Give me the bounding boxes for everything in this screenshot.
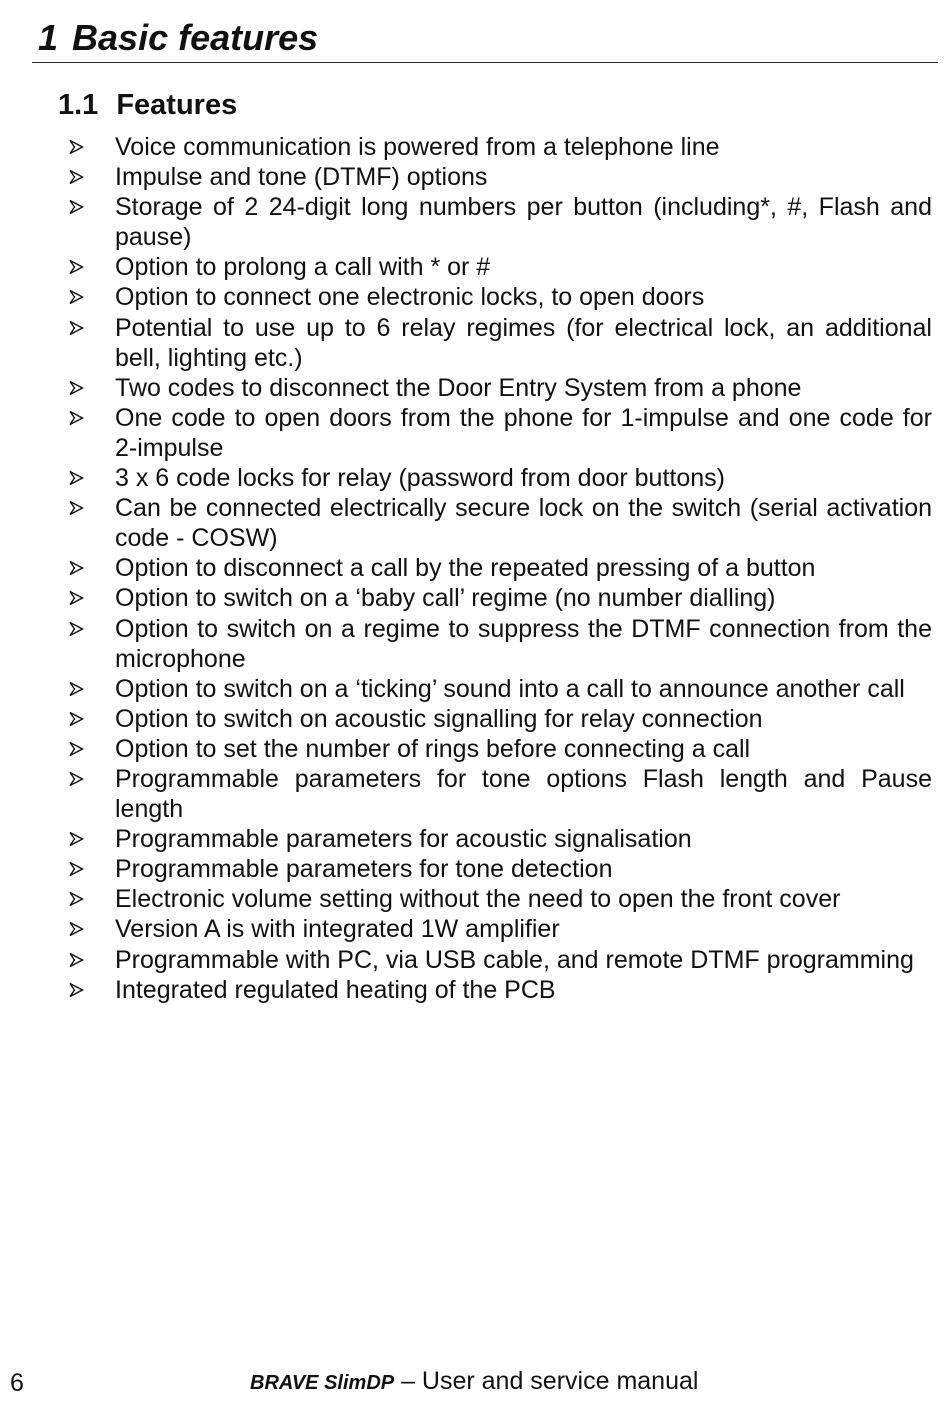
feature-item xyxy=(68,583,932,613)
feature-text: Electronic volume setting without the need to open the front cover xyxy=(115,885,841,914)
feature-list xyxy=(68,132,932,1005)
feature-item xyxy=(68,162,932,192)
feature-text: Programmable with PC, via USB cable, and remote DTMF programming xyxy=(115,945,914,974)
arrowhead-bullet-icon xyxy=(68,410,84,426)
section-title xyxy=(58,84,237,126)
arrowhead-bullet-icon xyxy=(68,470,84,486)
feature-item xyxy=(68,914,932,944)
arrowhead-bullet-icon xyxy=(68,560,84,576)
arrowhead-bullet-icon xyxy=(68,711,84,727)
feature-text: Can be connected electrically secure lock on the switch (serial activation code - COSW) xyxy=(115,494,932,553)
feature-text: Potential to use up to 6 relay regimes (for electrical lock, an additional bell, lighting etc.) xyxy=(115,313,932,372)
feature-item xyxy=(68,854,932,884)
arrowhead-bullet-icon xyxy=(68,982,84,998)
feature-item xyxy=(68,373,932,403)
arrowhead-bullet-icon xyxy=(68,380,84,396)
feature-item xyxy=(68,945,932,975)
feature-text: Option to connect one electronic locks, to open doors xyxy=(115,283,705,312)
feature-item xyxy=(68,192,932,252)
feature-text: Impulse and tone (DTMF) options xyxy=(115,163,488,192)
feature-text: Two codes to disconnect the Door Entry System from a phone xyxy=(115,373,802,402)
feature-text: Option to switch on a ‘baby call’ regime (no number dialling) xyxy=(115,584,776,613)
arrowhead-bullet-icon xyxy=(68,921,84,937)
arrowhead-bullet-icon xyxy=(68,320,84,336)
feature-text: One code to open doors from the phone for 1-impulse and one code for 2-impulse xyxy=(115,403,932,462)
feature-text: Option to prolong a call with * or # xyxy=(115,253,491,282)
feature-text: Integrated regulated heating of the PCB xyxy=(115,975,556,1004)
arrowhead-bullet-icon xyxy=(68,500,84,516)
feature-item xyxy=(68,463,932,493)
feature-item xyxy=(68,282,932,312)
arrowhead-bullet-icon xyxy=(68,741,84,757)
feature-item xyxy=(68,252,932,282)
footer-separator: – xyxy=(401,1367,415,1395)
feature-text: Option to set the number of rings before connecting a call xyxy=(115,734,751,763)
feature-text: Programmable parameters for acoustic signalisation xyxy=(115,825,692,854)
arrowhead-bullet-icon xyxy=(68,199,84,215)
arrowhead-bullet-icon xyxy=(68,891,84,907)
feature-text: Storage of 2 24-digit long numbers per button (including*, #, Flash and pause) xyxy=(115,193,932,252)
chapter-title xyxy=(38,14,318,62)
feature-text: Programmable parameters for tone options Flash length and Pause length xyxy=(115,764,932,824)
arrowhead-bullet-icon xyxy=(68,139,84,155)
arrowhead-bullet-icon xyxy=(68,771,84,787)
feature-text: Option to disconnect a call by the repeated pressing of a button xyxy=(115,554,816,583)
arrowhead-bullet-icon xyxy=(68,590,84,606)
footer-manual-title: User and service manual xyxy=(421,1367,699,1395)
arrowhead-bullet-icon xyxy=(68,621,84,637)
feature-item xyxy=(68,884,932,914)
feature-item xyxy=(68,403,932,463)
arrowhead-bullet-icon xyxy=(68,861,84,877)
chapter-title-text: Basic features xyxy=(72,17,319,58)
page-number: 6 xyxy=(10,1369,24,1397)
feature-item xyxy=(68,553,932,583)
feature-text: Option to switch on a ‘ticking’ sound into a call to announce another call xyxy=(115,674,905,703)
feature-item xyxy=(68,674,932,704)
chapter-number: 1 xyxy=(38,17,59,58)
feature-text: Option to switch on a regime to suppress the DTMF connection from the microphone xyxy=(115,614,932,673)
chapter-divider xyxy=(32,62,938,63)
arrowhead-bullet-icon xyxy=(68,831,84,847)
arrowhead-bullet-icon xyxy=(68,289,84,305)
arrowhead-bullet-icon xyxy=(68,952,84,968)
feature-text: 3 x 6 code locks for relay (password from door buttons) xyxy=(115,464,725,493)
feature-item xyxy=(68,614,932,674)
footer-brand: BRAVE SlimDP xyxy=(250,1372,395,1394)
section-number: 1.1 xyxy=(58,89,99,121)
feature-text: Programmable parameters for tone detection xyxy=(115,855,613,884)
arrowhead-bullet-icon xyxy=(68,169,84,185)
section-title-text: Features xyxy=(116,89,238,121)
feature-text: Version A is with integrated 1W amplifier xyxy=(115,915,560,944)
feature-item xyxy=(68,975,932,1005)
feature-item xyxy=(68,824,932,854)
feature-item xyxy=(68,493,932,553)
feature-text: Option to switch on acoustic signalling for relay connection xyxy=(115,704,763,733)
feature-text: Voice communication is powered from a telephone line xyxy=(115,133,720,161)
footer-title xyxy=(250,1366,698,1398)
arrowhead-bullet-icon xyxy=(68,259,84,275)
feature-item xyxy=(68,313,932,373)
feature-item xyxy=(68,704,932,734)
feature-item xyxy=(68,764,932,824)
feature-item xyxy=(68,132,932,162)
feature-item xyxy=(68,734,932,764)
arrowhead-bullet-icon xyxy=(68,681,84,697)
